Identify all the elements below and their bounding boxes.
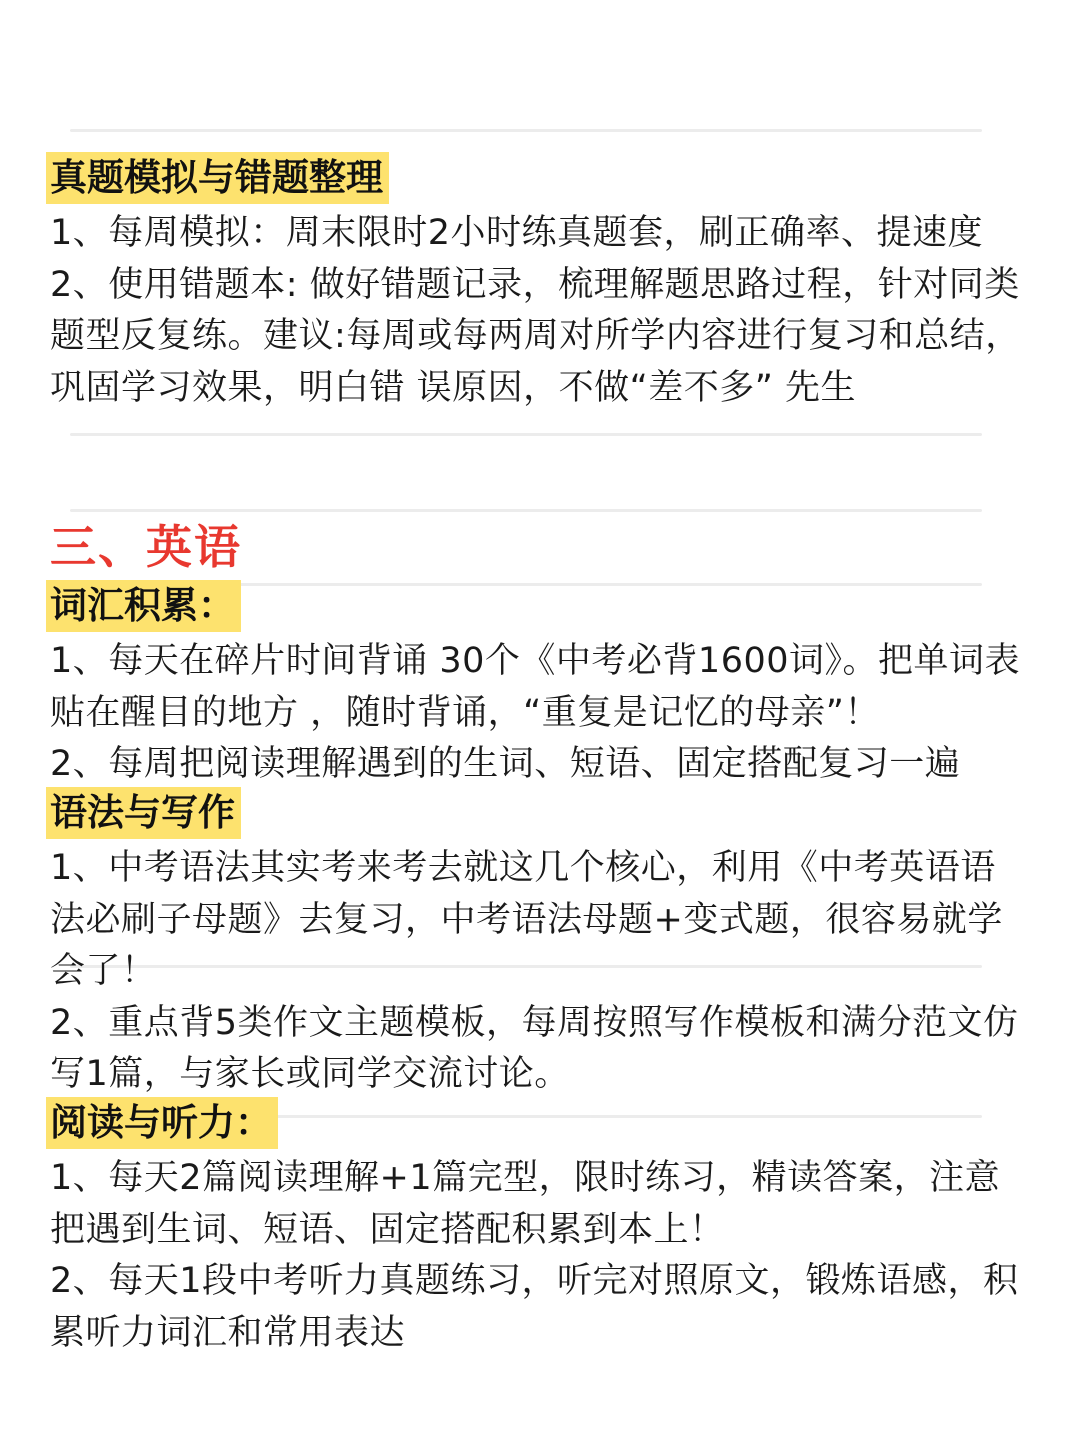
paragraph-error-notebook: 2、使用错题本: 做好错题记录，梳理解题思路过程，针对同类题型反复练。建议:每周或每两周对所学内容进行复习和总结，巩固学习效果，明白错 误原因，不做“差不多” 先生 [50,264,1021,408]
divider-line [70,433,982,436]
divider-line [70,509,982,512]
vocab-block [50,580,1030,791]
paragraph-listening-daily: 2、每天1段中考听力真题练习，听完对照原文，锻炼语感，积累听力词汇和常用表达 [50,1261,1019,1353]
paragraph-vocab-weekly: 2、每周把阅读理解遇到的生词、短语、固定搭配复习一遍 [50,744,961,784]
paragraph-weekly-mock: 1、每周模拟：周末限时2小时练真题套，刷正确率、提速度 [50,213,984,253]
subheading-reading: 阅读与听力： [46,1097,278,1149]
grammar-block [50,787,1030,1101]
paragraph-vocab-daily: 1、每天在碎片时间背诵 30个《中考必背1600词》。把单词表贴在醒目的地方 ，随时背诵，“重复是记忆的母亲”！ [50,641,1021,733]
section-title-english: 三、英语 [50,520,242,574]
paragraph-reading-daily: 1、每天2篇阅读理解+1篇完型，限时练习，精读答案，注意把遇到生词、短语、固定搭配积累到本上！ [50,1158,1001,1250]
reading-block [50,1097,1030,1359]
subheading-exam-practice: 真题模拟与错题整理 [46,152,389,204]
math-practice-block [50,152,1030,414]
subheading-grammar: 语法与写作 [46,787,241,839]
subheading-vocab: 词汇积累： [46,580,241,632]
paragraph-grammar-core: 1、中考语法其实考来考去就这几个核心，利用《中考英语语法必刷子母题》去复习，中考语法母题+变式题，很容易就学会了！ [50,848,1003,991]
paragraph-writing-templates: 2、重点背5类作文主题模板，每周按照写作模板和满分范文仿写1篇，与家长或同学交流讨论。 [50,1002,1019,1094]
divider-line [70,129,982,132]
